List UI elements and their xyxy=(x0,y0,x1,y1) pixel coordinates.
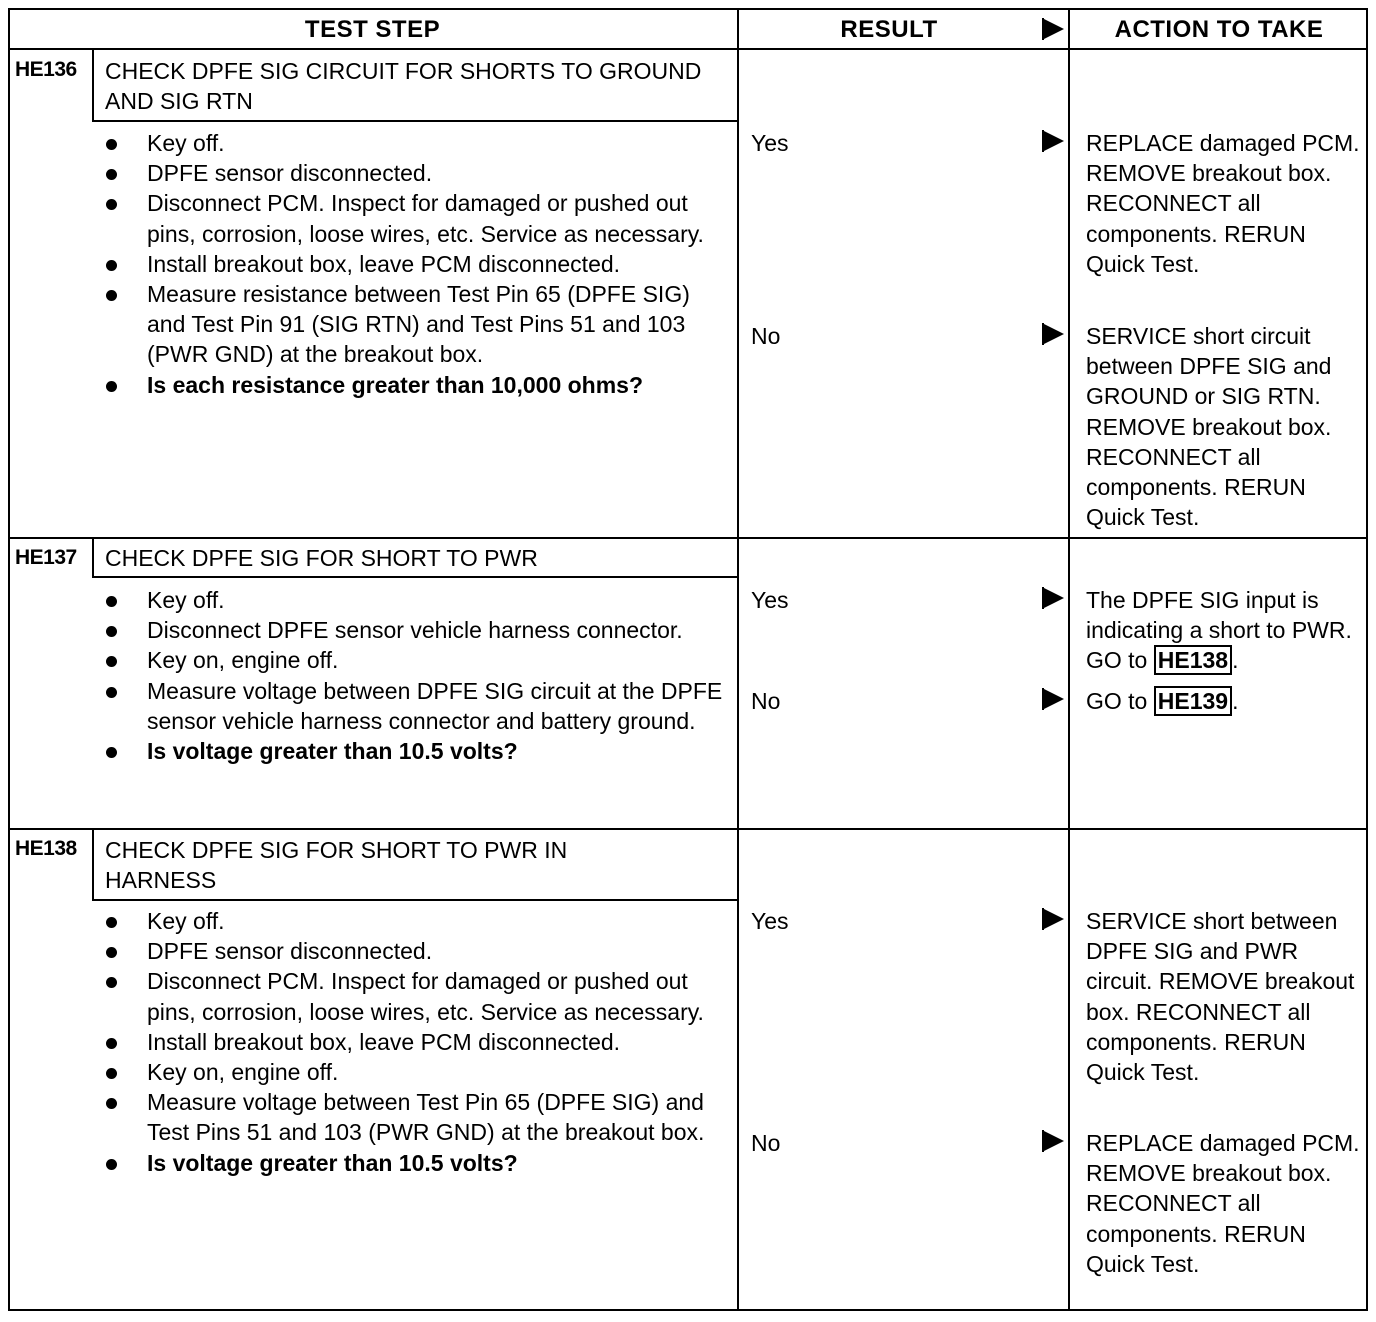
step-reference-link[interactable]: HE139 xyxy=(1154,686,1232,716)
header-action: ACTION TO TAKE xyxy=(1114,16,1324,43)
bullet-question: Is voltage greater than 10.5 volts? xyxy=(100,736,725,766)
bullet-icon xyxy=(106,381,117,392)
step-bullets xyxy=(100,128,725,400)
step-title: CHECK DPFE SIG FOR SHORT TO PWR xyxy=(105,545,538,571)
row-divider xyxy=(8,537,1368,539)
header-test-step: TEST STEP xyxy=(304,16,441,43)
action-text: The DPFE SIG input is indicating a short to PWR. GO to HE138 . xyxy=(1086,587,1352,674)
result-arrow-icon xyxy=(1042,688,1064,710)
bullet-item: Key off. xyxy=(100,585,725,615)
code-divider xyxy=(92,50,94,120)
bullet-icon xyxy=(106,747,117,758)
bullet-item: Install breakout box, leave PCM disconnected. xyxy=(100,249,725,279)
action-text: REPLACE damaged PCM. REMOVE breakout box. RECONNECT all components. RERUN Quick Test. xyxy=(1086,130,1360,277)
bullet-icon xyxy=(106,290,117,301)
bullet-icon xyxy=(106,977,117,988)
result-no: No xyxy=(751,323,781,349)
result-arrow-icon xyxy=(1042,130,1064,152)
step-bullets xyxy=(100,906,725,1178)
bullet-item: Key off. xyxy=(100,906,725,936)
bullet-question: Is each resistance greater than 10,000 ohms? xyxy=(100,370,725,400)
bullet-item: Measure voltage between Test Pin 65 (DPFE SIG) and Test Pins 51 and 103 (PWR GND) at the breakout box. xyxy=(100,1087,725,1147)
bullet-icon xyxy=(106,1159,117,1170)
result-arrow-icon xyxy=(1042,908,1064,930)
step-bullets xyxy=(100,585,725,766)
title-underline xyxy=(92,899,737,901)
title-underline xyxy=(92,576,737,578)
bullet-icon xyxy=(106,1068,117,1079)
bullet-icon xyxy=(106,260,117,271)
step-code: HE136 xyxy=(15,58,77,81)
result-arrow-icon xyxy=(1042,1130,1064,1152)
bullet-icon xyxy=(106,917,117,928)
bullet-item: Disconnect PCM. Inspect for damaged or pushed out pins, corrosion, loose wires, etc. Service as necessary. xyxy=(100,966,725,1026)
column-divider-result xyxy=(737,8,739,1311)
bullet-icon xyxy=(106,656,117,667)
bullet-icon xyxy=(106,1098,117,1109)
column-divider-action xyxy=(1068,8,1070,1311)
result-yes: Yes xyxy=(751,587,789,613)
step-code: HE138 xyxy=(15,837,77,860)
bullet-icon xyxy=(106,139,117,150)
step-title: CHECK DPFE SIG FOR SHORT TO PWR IN HARNESS xyxy=(105,837,568,893)
result-yes: Yes xyxy=(751,908,789,934)
result-yes: Yes xyxy=(751,130,789,156)
action-text: GO to HE139 . xyxy=(1086,688,1239,714)
action-text: SERVICE short circuit between DPFE SIG and GROUND or SIG RTN. REMOVE breakout box. RECONNECT all components. RERUN Quick Test. xyxy=(1086,323,1332,531)
step-code: HE137 xyxy=(15,546,77,569)
header-arrow-icon xyxy=(1042,18,1064,40)
bullet-question: Is voltage greater than 10.5 volts? xyxy=(100,1148,725,1178)
step-title: CHECK DPFE SIG CIRCUIT FOR SHORTS TO GROUND AND SIG RTN xyxy=(105,58,702,114)
bullet-item: Measure voltage between DPFE SIG circuit at the DPFE sensor vehicle harness connector and battery ground. xyxy=(100,676,725,736)
action-text: SERVICE short between DPFE SIG and PWR circuit. REMOVE breakout box. RECONNECT all components. RERUN Quick Test. xyxy=(1086,908,1355,1086)
bullet-item: Key off. xyxy=(100,128,725,158)
bullet-item: Measure resistance between Test Pin 65 (DPFE SIG) and Test Pin 91 (SIG RTN) and Test Pins 51 and 103 (PWR GND) at the breakout box. xyxy=(100,279,725,370)
bullet-icon xyxy=(106,626,117,637)
code-divider xyxy=(92,830,94,900)
title-underline xyxy=(92,120,737,122)
bullet-item: Disconnect PCM. Inspect for damaged or pushed out pins, corrosion, loose wires, etc. Service as necessary. xyxy=(100,188,725,248)
bullet-icon xyxy=(106,596,117,607)
bullet-item: DPFE sensor disconnected. xyxy=(100,936,725,966)
bullet-item: Key on, engine off. xyxy=(100,645,725,675)
header-result: RESULT xyxy=(840,16,938,43)
bullet-item: Install breakout box, leave PCM disconnected. xyxy=(100,1027,725,1057)
code-divider xyxy=(92,539,94,577)
bullet-icon xyxy=(106,199,117,210)
step-reference-link[interactable]: HE138 xyxy=(1154,645,1232,675)
bullet-icon xyxy=(106,947,117,958)
bullet-item: Key on, engine off. xyxy=(100,1057,725,1087)
row-divider xyxy=(8,828,1368,830)
bullet-icon xyxy=(106,1038,117,1049)
result-arrow-icon xyxy=(1042,323,1064,345)
result-no: No xyxy=(751,688,781,714)
action-text: REPLACE damaged PCM. REMOVE breakout box. RECONNECT all components. RERUN Quick Test. xyxy=(1086,1130,1360,1277)
bullet-icon xyxy=(106,169,117,180)
result-no: No xyxy=(751,1130,781,1156)
bullet-icon xyxy=(106,687,117,698)
bullet-item: Disconnect DPFE sensor vehicle harness connector. xyxy=(100,615,725,645)
result-arrow-icon xyxy=(1042,587,1064,609)
bullet-item: DPFE sensor disconnected. xyxy=(100,158,725,188)
